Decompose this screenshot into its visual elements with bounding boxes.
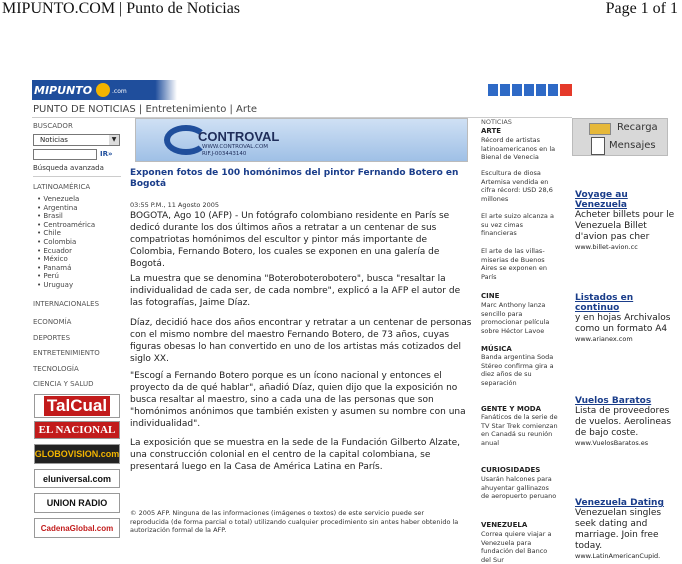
- ad-title[interactable]: Listados en continuo: [575, 293, 634, 313]
- article-paragraph-1: BOGOTA, Ago 10 (AFP) - Un fotógrafo colombiano residente en París se dedicó durante los dos últimos años a retratar a un centenar de sus compatriotas homónimos del escultor y pintor más importante de Colombia, Fernando Botero, los cuales se exponen en una galería de Bogotá.: [130, 211, 450, 269]
- country-link-brasil[interactable]: • Brasil: [37, 212, 63, 221]
- article-copyright: © 2005 AFP. Ninguna de las informaciones (imágenes o textos) de este servicio puede ser reproducida (de forma parcial o total) utilizando cualquier procedimiento sin antes haber obtenido la autorización formal de la AFP.: [130, 509, 459, 535]
- partner-logo-eluniversal[interactable]: eluniversal.com: [34, 469, 120, 488]
- recarga-label: Recarga: [617, 122, 658, 133]
- ad-text: Acheter billets pour le Venezuela Billet d'avion pas cher: [575, 210, 675, 242]
- ad-title[interactable]: Venezuela Dating: [575, 498, 664, 508]
- news-item[interactable]: Usarán halcones para ahuyentar gallinazos de aeropuerto peruano: [481, 475, 557, 501]
- search-category-select[interactable]: [33, 134, 120, 146]
- news-item[interactable]: Escultura de diosa Artemisa vendida en cifra récord: USD 28,6 millones: [481, 169, 553, 203]
- news-item[interactable]: Marc Anthony lanza sencillo para promocionar película sobre Héctor Lavoe: [481, 301, 550, 335]
- ad-url[interactable]: www.VuelosBaratos.es: [575, 439, 649, 447]
- news-item[interactable]: Banda argentina Soda Stéreo confirma gira a diez años de su separación: [481, 353, 554, 387]
- advanced-search-link[interactable]: Búsqueda avanzada: [33, 164, 104, 172]
- news-heading-cine: CINE: [481, 292, 500, 300]
- news-item[interactable]: Correa quiere viajar a Venezuela para fundación del Banco del Sur: [481, 530, 552, 564]
- country-link-argentina[interactable]: • Argentina: [37, 203, 78, 212]
- country-list: [37, 195, 95, 290]
- partner-logo-globovision[interactable]: GLOBOVISION.com: [34, 444, 120, 464]
- partner-logo-el-nacional[interactable]: EL NACIONAL: [34, 421, 120, 439]
- document-site-header: MIPUNTO.COM | Punto de Noticias: [2, 0, 241, 17]
- sidebar-section-ciencia-salud[interactable]: CIENCIA Y SALUD: [33, 380, 94, 388]
- section-nav: PUNTO DE NOTICIAS | Entretenimiento | Arte: [33, 104, 258, 115]
- article-meta: 03:55 P.M., 11 Agosto 2005: [130, 201, 219, 209]
- latam-label: LATINOAMÉRICA: [33, 183, 91, 191]
- news-label: NOTICIAS: [481, 118, 512, 126]
- sidebar-section-economia[interactable]: ECONOMÍA: [33, 318, 72, 326]
- ad-title[interactable]: Voyage au Venezuela: [575, 190, 628, 210]
- news-heading-gente-moda: GENTE Y MODA: [481, 405, 542, 413]
- news-item[interactable]: Fanáticos de la serie de TV Star Trek comienzan en Canadá su reunión anual: [481, 413, 558, 447]
- country-link-uruguay[interactable]: • Uruguay: [37, 280, 74, 289]
- article-paragraph-3: Díaz, decidió hace dos años encontrar y retratar a un centenar de personas con el mismo nombre del maestro Fernando Botero, de 73 años, cuyas figuras obesas lo han convertido en uno de los artistas más cotizados del siglo XX.: [130, 318, 472, 364]
- country-link-panama[interactable]: • Panamá: [37, 263, 72, 272]
- country-link-colombia[interactable]: • Colombia: [37, 237, 77, 246]
- country-link-ecuador[interactable]: • Ecuador: [37, 246, 72, 255]
- ad-url[interactable]: www.arianex.com: [575, 335, 633, 343]
- partner-logo-talcual[interactable]: TalCual: [34, 394, 120, 418]
- ad-block[interactable]: [575, 190, 675, 251]
- add-icon[interactable]: [548, 84, 558, 96]
- sidebar-divider: [33, 176, 121, 177]
- font-icon[interactable]: [524, 84, 534, 96]
- news-heading-curiosidades: CURIOSIDADES: [481, 466, 541, 474]
- ad-url[interactable]: www.billet-avion.cc: [575, 243, 638, 251]
- sidebar-section-deportes[interactable]: DEPORTES: [33, 334, 71, 342]
- ad-title[interactable]: Vuelos Baratos: [575, 396, 652, 406]
- news-item[interactable]: El arte de las villas-miserias de Buenos Aires se exponen en París: [481, 247, 547, 281]
- sidebar-section-tecnologia[interactable]: TECNOLOGÍA: [33, 365, 79, 373]
- toolbar-icons: [488, 84, 572, 98]
- ad-text: y en hojas Archivalos como un formato A4: [575, 313, 671, 334]
- save-icon[interactable]: [500, 84, 510, 96]
- banner-rif: RIF.J-003443140: [202, 151, 247, 157]
- email-icon[interactable]: [536, 84, 546, 96]
- ad-block[interactable]: [575, 293, 675, 343]
- article-paragraph-5: La exposición que se muestra en la sede de la Fundación Gilberto Alzate, una construcción colonial en el centro de la capital colombiana, se presentará luego en la Casa de América Latina en París.: [130, 438, 461, 472]
- article-title: Exponen fotos de 100 homónimos del pintor Fernando Botero en Bogotá: [130, 168, 459, 189]
- card-icon: [589, 123, 611, 135]
- news-item[interactable]: Récord de artistas latinoamericanos en la Bienal de Venecia: [481, 136, 556, 162]
- site-logo[interactable]: [32, 80, 182, 100]
- sidebar-section-internacionales[interactable]: INTERNACIONALES: [33, 300, 100, 308]
- banner-brand: CONTROVAL: [198, 129, 280, 144]
- services-box[interactable]: [572, 118, 668, 156]
- country-link-peru[interactable]: • Perú: [37, 272, 59, 281]
- search-input[interactable]: [33, 149, 97, 160]
- article-paragraph-4: "Escogí a Fernando Botero porque es un ícono nacional y entonces el proyecto da de qué hablar", añadió Díaz, quien dijo que la exposición no busca resaltar al maestro, sino a cada una de las personas que son "homónimos anónimos que también existen y asumen su nombre con una individualidad".: [130, 371, 466, 429]
- chevron-down-icon: ▼: [109, 135, 119, 145]
- search-category-value: Noticias: [40, 136, 68, 144]
- article-paragraph-2: La muestra que se denomina "Boteroboterobotero", busca "resaltar la individualidad de cada ser, de cada nombre", explicó a la AFP el autor de las fotografías, Jaime Díaz.: [130, 274, 461, 308]
- country-link-mexico[interactable]: • México: [37, 255, 68, 264]
- logo-suffix: .com: [112, 88, 127, 95]
- country-link-chile[interactable]: • Chile: [37, 229, 61, 238]
- country-link-centroamerica[interactable]: • Centroamérica: [37, 220, 96, 229]
- ad-text: Venezuelan singles seek dating and marriage. Join free today.: [575, 508, 662, 551]
- print-icon[interactable]: [488, 84, 498, 96]
- search-button[interactable]: IR»: [100, 150, 113, 158]
- logo-sun-icon: [96, 83, 110, 97]
- nav-link-arte[interactable]: Arte: [236, 104, 258, 115]
- news-column: [481, 118, 561, 126]
- home-icon[interactable]: [560, 84, 572, 96]
- page-number: Page 1 of 1: [605, 0, 678, 17]
- copy-icon[interactable]: [512, 84, 522, 96]
- mensajes-label: Mensajes: [609, 140, 656, 151]
- sidebar-section-entretenimiento[interactable]: ENTRETENIMIENTO: [33, 349, 100, 357]
- news-heading-musica: MÚSICA: [481, 345, 512, 353]
- news-heading-venezuela: VENEZUELA: [481, 521, 528, 529]
- news-item[interactable]: El arte suizo alcanza a su vez cimas financieras: [481, 212, 554, 238]
- ad-url[interactable]: www.LatinAmericanCupid.: [575, 552, 661, 560]
- ad-block[interactable]: [575, 396, 675, 447]
- search-label: BUSCADOR: [33, 122, 73, 130]
- partner-logo-union-radio[interactable]: UNION RADIO: [34, 493, 120, 513]
- logo-text: MIPUNTO: [34, 84, 93, 97]
- banner-url: WWW.CONTROVAL.COM: [202, 144, 269, 150]
- phone-icon: [591, 137, 605, 155]
- news-heading-arte: ARTE: [481, 127, 502, 135]
- nav-section: PUNTO DE NOTICIAS: [33, 104, 136, 115]
- ad-block[interactable]: [575, 498, 675, 560]
- ad-text: Lista de proveedores de vuelos. Aerolineas de bajo coste.: [575, 406, 672, 438]
- country-link-venezuela[interactable]: • Venezuela: [37, 195, 80, 203]
- controval-banner[interactable]: [135, 118, 468, 162]
- partner-logo-cadena-global[interactable]: CadenaGlobal.com: [34, 518, 120, 538]
- nav-link-entretenimiento[interactable]: Entretenimiento: [145, 104, 227, 115]
